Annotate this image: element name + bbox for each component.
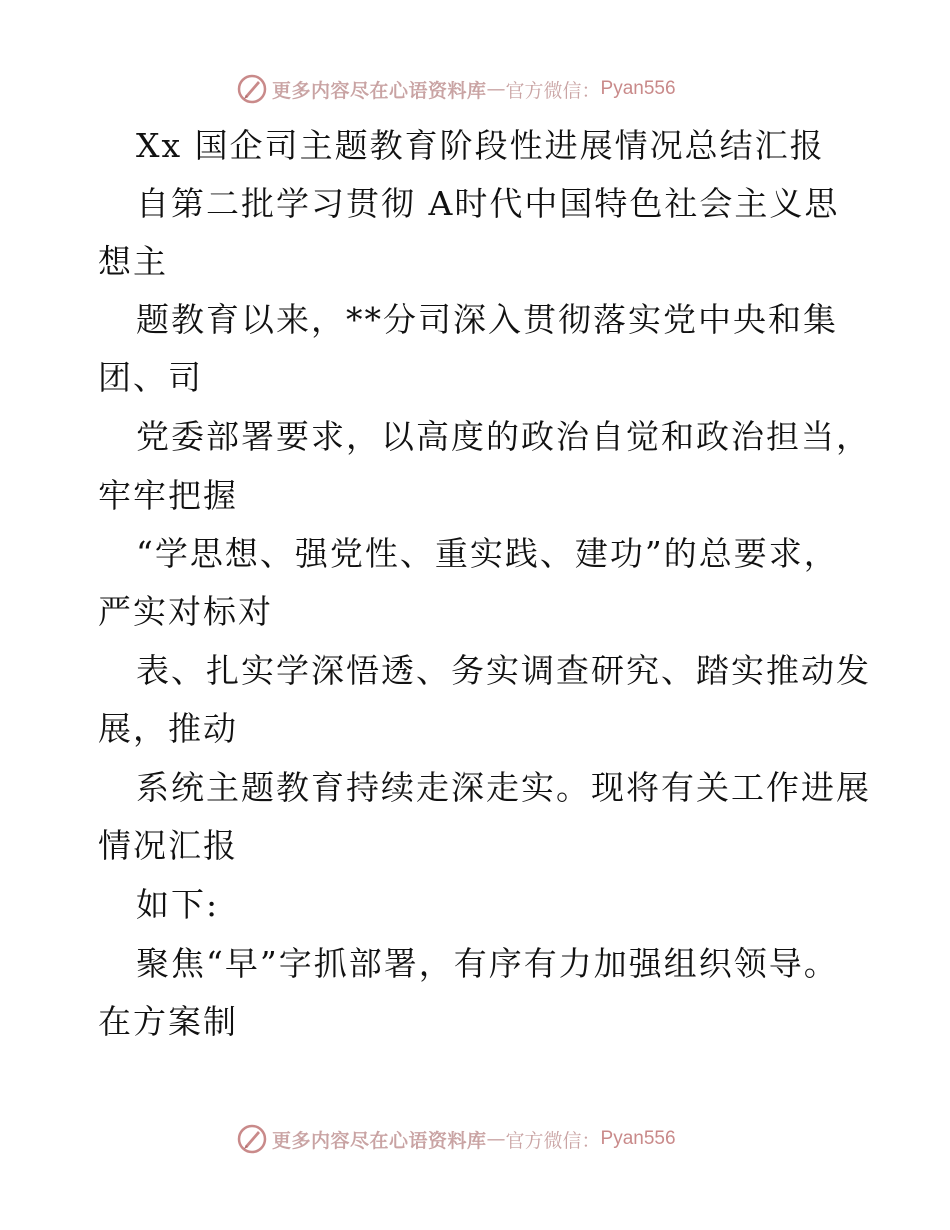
quill-pen-logo-icon <box>236 73 268 105</box>
paragraph-line-4: 团、司 <box>98 358 203 397</box>
paragraph-line-12: 情况汇报 <box>98 826 238 865</box>
paragraph-line-10: 展，推动 <box>98 709 238 748</box>
watermark-contact-label: 官方微信： <box>505 79 601 102</box>
paragraph-line-13: 如下: <box>136 885 220 924</box>
paragraph-line-3: 题教育以来，**分司深入贯彻落实党中央和集 <box>136 300 838 339</box>
footer-watermark <box>236 1122 676 1156</box>
watermark-main-text: 更多内容尽在心语资料库 <box>272 79 487 102</box>
paragraph-line-8: 严实对标对 <box>98 592 273 631</box>
watermark-main-text: 更多内容尽在心语资料库 <box>272 1129 487 1152</box>
paragraph-line-7: “学思想、强党性、重实践、建功”的总要求， <box>136 534 839 573</box>
watermark-separator: — <box>486 1128 506 1150</box>
document-title: Xx 国企司主题教育阶段性进展情况总结汇报 <box>136 126 825 165</box>
watermark-contact-id: Pyan556 <box>600 78 676 99</box>
header-watermark <box>236 72 676 106</box>
watermark-contact-label: 官方微信： <box>505 1129 601 1152</box>
paragraph-line-9: 表、扎实学深悟透、务实调查研究、踏实推动发 <box>136 651 871 690</box>
paragraph-line-1: 自第二批学习贯彻 A时代中国特色社会主义思 <box>136 184 840 223</box>
paragraph-line-2: 想主 <box>98 242 168 281</box>
paragraph-line-5: 党委部署要求，以高度的政治自觉和政治担当， <box>136 417 871 456</box>
paragraph-line-14: 聚焦“早”字抓部署，有序有力加强组织领导。 <box>136 944 839 983</box>
paragraph-line-11: 系统主题教育持续走深走实。现将有关工作进展 <box>136 768 871 807</box>
watermark-contact-id: Pyan556 <box>600 1128 676 1149</box>
watermark-separator: — <box>486 78 506 100</box>
paragraph-line-6: 牢牢把握 <box>98 476 238 515</box>
paragraph-line-15: 在方案制 <box>98 1002 238 1041</box>
quill-pen-logo-icon <box>236 1123 268 1155</box>
